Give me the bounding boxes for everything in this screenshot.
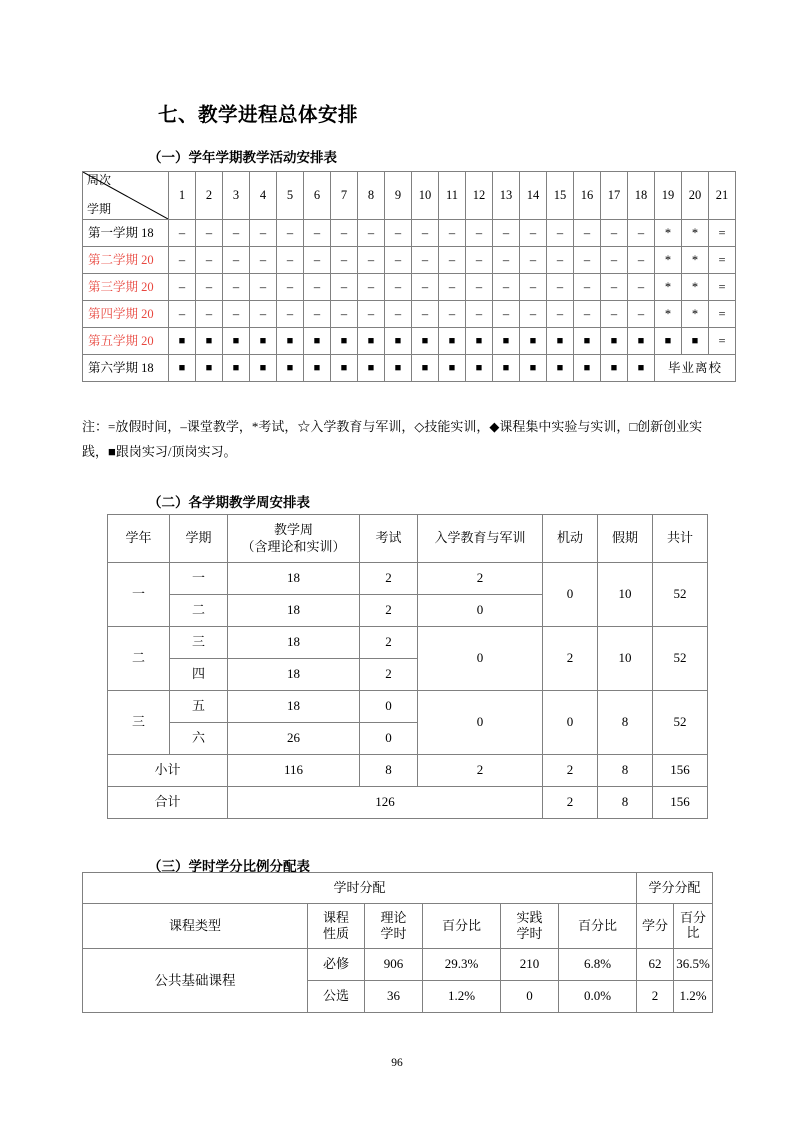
schedule-activity-cell: ■ (277, 355, 304, 382)
week-header-cell: 4 (250, 172, 277, 220)
schedule-activity-cell: – (520, 220, 547, 247)
practice-hours-cell: 0 (501, 981, 559, 1013)
schedule-activity-cell: – (196, 301, 223, 328)
exam-cell: 0 (360, 723, 418, 755)
vacation-cell: 10 (598, 563, 653, 627)
weeks-subtotal-row (108, 755, 708, 787)
corner-label-term: 学期 (87, 202, 112, 217)
schedule-table (82, 171, 736, 382)
theory-hours-cell: 906 (365, 949, 423, 981)
schedule-activity-cell: – (223, 247, 250, 274)
schedule-activity-cell: ■ (547, 355, 574, 382)
schedule-activity-cell: – (169, 301, 196, 328)
semester-label-cell: 第六学期 18 (83, 355, 169, 382)
course-nature-cell: 公选 (308, 981, 365, 1013)
week-header-cell: 1 (169, 172, 196, 220)
schedule-activity-cell: – (493, 247, 520, 274)
schedule-activity-cell: – (493, 220, 520, 247)
schedule-row (83, 274, 736, 301)
legend-note: 注：=放假时间，–课堂教学，*考试，☆入学教育与军训，◇技能实训，◆课程集中实验与实训，□创新创业实践，■跟岗实习/顶岗实习。 (82, 419, 703, 460)
schedule-row (83, 247, 736, 274)
schedule-activity-cell: ■ (547, 328, 574, 355)
schedule-activity-cell: – (331, 247, 358, 274)
schedule-activity-cell: – (223, 220, 250, 247)
credits-header-row (83, 904, 713, 949)
schedule-activity-cell: – (628, 247, 655, 274)
schedule-activity-cell: ■ (277, 328, 304, 355)
header-total: 共计 (653, 515, 708, 563)
subtotal-flex: 2 (543, 755, 598, 787)
schedule-activity-cell: ■ (520, 355, 547, 382)
subtotal-vacation: 8 (598, 755, 653, 787)
schedule-row (83, 220, 736, 247)
schedule-activity-cell: ■ (493, 328, 520, 355)
week-header-cell: 19 (655, 172, 682, 220)
schedule-activity-cell: – (304, 220, 331, 247)
schedule-activity-cell: = (709, 247, 736, 274)
year-cell: 三 (108, 691, 170, 755)
schedule-activity-cell: – (601, 274, 628, 301)
week-header-cell: 16 (574, 172, 601, 220)
schedule-activity-cell: ■ (655, 328, 682, 355)
schedule-activity-cell: – (169, 247, 196, 274)
schedule-activity-cell: ■ (628, 328, 655, 355)
weeks-header-row (108, 515, 708, 563)
theory-percent-cell: 29.3% (423, 949, 501, 981)
schedule-activity-cell: – (466, 301, 493, 328)
schedule-activity-cell: ■ (574, 328, 601, 355)
week-header-cell: 13 (493, 172, 520, 220)
schedule-activity-cell: – (331, 274, 358, 301)
credits-group-header-row (83, 873, 713, 904)
schedule-activity-cell: ■ (412, 355, 439, 382)
schedule-activity-cell: – (385, 274, 412, 301)
schedule-activity-cell: – (169, 220, 196, 247)
schedule-activity-cell: – (331, 301, 358, 328)
schedule-activity-cell: – (574, 274, 601, 301)
schedule-activity-cell: – (601, 247, 628, 274)
week-header-cell: 11 (439, 172, 466, 220)
header-vacation: 假期 (598, 515, 653, 563)
schedule-row (83, 301, 736, 328)
orientation-cell: 0 (418, 627, 543, 691)
schedule-activity-cell: – (466, 220, 493, 247)
schedule-activity-cell: ■ (196, 328, 223, 355)
schedule-activity-cell: – (547, 301, 574, 328)
semester-label-cell: 第二学期 20 (83, 247, 169, 274)
vacation-cell: 10 (598, 627, 653, 691)
schedule-activity-cell: * (682, 220, 709, 247)
credits-table-container (82, 872, 713, 1013)
schedule-activity-cell: – (304, 301, 331, 328)
schedule-activity-cell: – (547, 247, 574, 274)
exam-cell: 0 (360, 691, 418, 723)
exam-cell: 2 (360, 627, 418, 659)
week-header-cell: 7 (331, 172, 358, 220)
schedule-activity-cell: * (655, 220, 682, 247)
week-header-cell: 2 (196, 172, 223, 220)
practice-percent-cell: 6.8% (559, 949, 637, 981)
weeks-row (108, 627, 708, 659)
schedule-activity-cell: – (574, 247, 601, 274)
schedule-activity-cell: – (196, 220, 223, 247)
subtotal-label: 小计 (108, 755, 228, 787)
header-course-nature: 课程 性质 (308, 904, 365, 949)
schedule-activity-cell: – (574, 301, 601, 328)
exam-cell: 2 (360, 595, 418, 627)
total-cell: 52 (653, 691, 708, 755)
schedule-activity-cell: – (466, 274, 493, 301)
schedule-activity-cell: – (493, 301, 520, 328)
schedule-activity-cell: – (250, 220, 277, 247)
credits-percent-cell: 36.5% (674, 949, 713, 981)
schedule-activity-cell: – (385, 247, 412, 274)
credits-percent-cell: 1.2% (674, 981, 713, 1013)
subtotal-orientation: 2 (418, 755, 543, 787)
header-theory-hours: 理论 学时 (365, 904, 423, 949)
credits-table (82, 872, 713, 1013)
schedule-activity-cell: – (412, 274, 439, 301)
schedule-activity-cell: * (655, 301, 682, 328)
schedule-activity-cell: ■ (331, 355, 358, 382)
schedule-activity-cell: – (520, 274, 547, 301)
schedule-activity-cell: – (601, 301, 628, 328)
term-cell: 六 (170, 723, 228, 755)
schedule-activity-cell: – (493, 274, 520, 301)
schedule-activity-cell: – (331, 220, 358, 247)
schedule-activity-cell: ■ (601, 328, 628, 355)
section-3-title: （三）学时学分比例分配表 (148, 859, 310, 874)
schedule-activity-cell: – (628, 301, 655, 328)
schedule-corner-header (83, 172, 169, 220)
schedule-activity-cell: ■ (250, 355, 277, 382)
orientation-cell: 0 (418, 691, 543, 755)
teaching-weeks-cell: 26 (228, 723, 360, 755)
vacation-cell: 8 (598, 691, 653, 755)
schedule-activity-cell: * (655, 247, 682, 274)
subtotal-weeks: 116 (228, 755, 360, 787)
schedule-activity-cell: = (709, 274, 736, 301)
schedule-activity-cell: – (277, 220, 304, 247)
orientation-cell: 0 (418, 595, 543, 627)
weeks-row (108, 563, 708, 595)
header-orientation: 入学教育与军训 (418, 515, 543, 563)
week-header-cell: 3 (223, 172, 250, 220)
term-cell: 三 (170, 627, 228, 659)
schedule-activity-cell: ■ (412, 328, 439, 355)
schedule-activity-cell: = (709, 328, 736, 355)
weeks-table-container (107, 514, 708, 819)
week-header-cell: 17 (601, 172, 628, 220)
header-theory-percent: 百分比 (423, 904, 501, 949)
weeks-row (108, 691, 708, 723)
schedule-activity-cell: – (196, 274, 223, 301)
schedule-activity-cell: – (601, 220, 628, 247)
term-cell: 四 (170, 659, 228, 691)
header-flex: 机动 (543, 515, 598, 563)
schedule-activity-cell: ■ (385, 355, 412, 382)
schedule-activity-cell: – (277, 274, 304, 301)
header-course-type: 课程类型 (83, 904, 308, 949)
theory-percent-cell: 1.2% (423, 981, 501, 1013)
group-header-credits: 学分分配 (637, 873, 713, 904)
header-practice-percent: 百分比 (559, 904, 637, 949)
schedule-activity-cell: ■ (439, 328, 466, 355)
schedule-activity-cell: – (466, 247, 493, 274)
teaching-weeks-cell: 18 (228, 659, 360, 691)
week-header-cell: 10 (412, 172, 439, 220)
semester-label-cell: 第四学期 20 (83, 301, 169, 328)
grandtotal-vacation: 8 (598, 787, 653, 819)
week-header-cell: 18 (628, 172, 655, 220)
schedule-activity-cell: – (196, 247, 223, 274)
schedule-activity-cell: ■ (466, 355, 493, 382)
page-number: 96 (391, 1057, 403, 1069)
schedule-activity-cell: – (385, 220, 412, 247)
schedule-activity-cell: ■ (358, 355, 385, 382)
schedule-activity-cell: ■ (223, 328, 250, 355)
schedule-activity-cell: – (439, 274, 466, 301)
schedule-activity-cell: – (250, 247, 277, 274)
schedule-activity-cell: ■ (466, 328, 493, 355)
credits-row (83, 949, 713, 981)
schedule-activity-cell: ■ (331, 328, 358, 355)
grandtotal-label: 合计 (108, 787, 228, 819)
week-header-cell: 14 (520, 172, 547, 220)
semester-label-cell: 第三学期 20 (83, 274, 169, 301)
schedule-activity-cell: – (169, 274, 196, 301)
group-header-hours: 学时分配 (83, 873, 637, 904)
term-cell: 二 (170, 595, 228, 627)
schedule-activity-cell: – (574, 220, 601, 247)
schedule-activity-cell: – (277, 301, 304, 328)
schedule-activity-cell: ■ (304, 328, 331, 355)
schedule-activity-cell: ■ (169, 328, 196, 355)
schedule-row (83, 355, 736, 382)
flex-cell: 0 (543, 691, 598, 755)
schedule-activity-cell: ■ (520, 328, 547, 355)
schedule-activity-cell: ■ (493, 355, 520, 382)
schedule-activity-cell: ■ (385, 328, 412, 355)
schedule-activity-cell: * (682, 247, 709, 274)
subtotal-exam: 8 (360, 755, 418, 787)
subtotal-total: 156 (653, 755, 708, 787)
schedule-activity-cell: – (439, 247, 466, 274)
teaching-weeks-cell: 18 (228, 627, 360, 659)
header-exam: 考试 (360, 515, 418, 563)
teaching-weeks-cell: 18 (228, 563, 360, 595)
schedule-header-row (83, 172, 736, 220)
schedule-activity-cell: – (358, 220, 385, 247)
theory-hours-cell: 36 (365, 981, 423, 1013)
semester-label-cell: 第一学期 18 (83, 220, 169, 247)
schedule-activity-cell: – (547, 274, 574, 301)
schedule-activity-cell: – (277, 247, 304, 274)
schedule-activity-cell: ■ (439, 355, 466, 382)
graduation-cell: 毕业离校 (655, 355, 736, 382)
schedule-activity-cell: – (304, 274, 331, 301)
term-cell: 五 (170, 691, 228, 723)
total-cell: 52 (653, 627, 708, 691)
section-1-title: （一）学年学期教学活动安排表 (148, 150, 337, 165)
exam-cell: 2 (360, 563, 418, 595)
week-header-cell: 12 (466, 172, 493, 220)
schedule-activity-cell: ■ (358, 328, 385, 355)
schedule-activity-cell: – (358, 301, 385, 328)
practice-hours-cell: 210 (501, 949, 559, 981)
schedule-activity-cell: * (682, 274, 709, 301)
schedule-activity-cell: ■ (574, 355, 601, 382)
schedule-activity-cell: – (223, 301, 250, 328)
schedule-activity-cell: – (628, 274, 655, 301)
schedule-activity-cell: – (358, 274, 385, 301)
header-year: 学年 (108, 515, 170, 563)
flex-cell: 2 (543, 627, 598, 691)
schedule-activity-cell: ■ (196, 355, 223, 382)
header-credits-percent: 百分比 (674, 904, 713, 949)
schedule-activity-cell: – (223, 274, 250, 301)
schedule-activity-cell: ■ (601, 355, 628, 382)
week-header-cell: 21 (709, 172, 736, 220)
schedule-row (83, 328, 736, 355)
schedule-activity-cell: ■ (223, 355, 250, 382)
page-title: 七、教学进程总体安排 (158, 105, 359, 126)
schedule-activity-cell: – (304, 247, 331, 274)
week-header-cell: 6 (304, 172, 331, 220)
header-credits: 学分 (637, 904, 674, 949)
weeks-table (107, 514, 708, 819)
grandtotal-flex: 2 (543, 787, 598, 819)
schedule-activity-cell: – (358, 247, 385, 274)
credits-cell: 62 (637, 949, 674, 981)
schedule-activity-cell: – (385, 301, 412, 328)
schedule-activity-cell: * (655, 274, 682, 301)
schedule-activity-cell: – (547, 220, 574, 247)
section-2-title: （二）各学期教学周安排表 (148, 495, 310, 510)
week-header-cell: 20 (682, 172, 709, 220)
schedule-activity-cell: ■ (628, 355, 655, 382)
schedule-activity-cell: – (628, 220, 655, 247)
week-header-cell: 9 (385, 172, 412, 220)
schedule-activity-cell: = (709, 220, 736, 247)
header-term: 学期 (170, 515, 228, 563)
schedule-activity-cell: ■ (169, 355, 196, 382)
schedule-activity-cell: ■ (250, 328, 277, 355)
teaching-weeks-cell: 18 (228, 595, 360, 627)
schedule-activity-cell: – (520, 247, 547, 274)
credits-cell: 2 (637, 981, 674, 1013)
schedule-activity-cell: – (412, 301, 439, 328)
schedule-activity-cell: – (412, 247, 439, 274)
schedule-activity-cell: – (412, 220, 439, 247)
schedule-activity-cell: – (250, 301, 277, 328)
corner-label-week: 周次 (87, 173, 112, 187)
term-cell: 一 (170, 563, 228, 595)
exam-cell: 2 (360, 659, 418, 691)
teaching-weeks-cell: 18 (228, 691, 360, 723)
header-teaching-weeks: 教学周 （含理论和实训） (228, 515, 360, 563)
course-type-cell: 公共基础课程 (83, 949, 308, 1013)
week-header-cell: 15 (547, 172, 574, 220)
grandtotal-total: 156 (653, 787, 708, 819)
schedule-activity-cell: = (709, 301, 736, 328)
week-header-cell: 8 (358, 172, 385, 220)
schedule-table-container (82, 171, 736, 382)
header-practice-hours: 实践 学时 (501, 904, 559, 949)
semester-label-cell: 第五学期 20 (83, 328, 169, 355)
schedule-activity-cell: ■ (304, 355, 331, 382)
schedule-activity-cell: – (439, 220, 466, 247)
practice-percent-cell: 0.0% (559, 981, 637, 1013)
year-cell: 二 (108, 627, 170, 691)
grandtotal-combined: 126 (228, 787, 543, 819)
schedule-activity-cell: – (520, 301, 547, 328)
course-nature-cell: 必修 (308, 949, 365, 981)
schedule-activity-cell: ■ (682, 328, 709, 355)
week-header-cell: 5 (277, 172, 304, 220)
orientation-cell: 2 (418, 563, 543, 595)
schedule-activity-cell: – (250, 274, 277, 301)
schedule-activity-cell: * (682, 301, 709, 328)
schedule-activity-cell: – (439, 301, 466, 328)
year-cell: 一 (108, 563, 170, 627)
total-cell: 52 (653, 563, 708, 627)
flex-cell: 0 (543, 563, 598, 627)
weeks-grandtotal-row (108, 787, 708, 819)
